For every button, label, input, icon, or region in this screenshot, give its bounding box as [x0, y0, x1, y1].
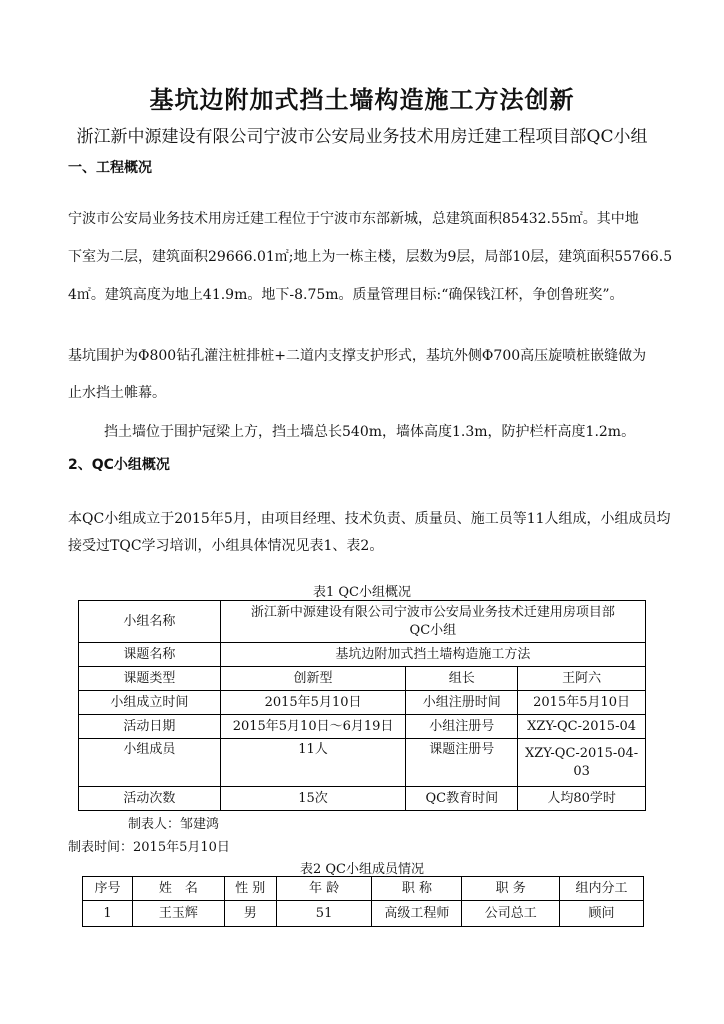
section-heading-qc-overview: 2、QC小组概况	[68, 457, 170, 473]
table-value-cell	[518, 739, 646, 787]
table-maker: 制表人：邹建鸿	[128, 817, 220, 832]
table-label-cell: 小组成立时间	[79, 691, 221, 715]
table-value-cell: 王阿六	[518, 667, 646, 691]
table2-caption: 表2 QC小组成员情况	[299, 862, 424, 877]
paragraph-line: 4㎡。建筑高度为地上41.9m。地下-8.75m。质量管理目标:“确保钱江杯，争创鲁班奖”。	[68, 287, 624, 303]
table-value-cell: XZY-QC-2015-04	[518, 715, 646, 739]
document-subtitle: 浙江新中源建设有限公司宁波市公安局业务技术用房迁建工程项目部QC小组	[76, 127, 648, 147]
table-label-cell: 组长	[406, 667, 518, 691]
table-value-cell: 基坑边附加式挡土墙构造施工方法	[220, 643, 645, 667]
table-label-cell: 小组注册时间	[406, 691, 518, 715]
table-cell: 公司总工	[462, 901, 560, 927]
table-value-cell: 2015年5月10日	[518, 691, 646, 715]
qc-member-table	[82, 876, 644, 927]
table-cell: 高级工程师	[372, 901, 462, 927]
paragraph-line: 宁波市公安局业务技术用房迁建工程位于宁波市东部新城，总建筑面积85432.55㎡。其中地	[68, 211, 639, 227]
table-value-cell: 2015年5月10日	[220, 691, 406, 715]
table-value-cell	[220, 601, 645, 643]
paragraph-line: 挡土墙位于围护冠梁上方，挡土墙总长540m，墙体高度1.3m，防护栏杆高度1.2m。	[104, 424, 636, 440]
table-value-cell: 创新型	[220, 667, 406, 691]
table-cell: 王玉辉	[132, 901, 224, 927]
topic-reg-line: 03	[573, 763, 590, 779]
paragraph-line: 止水挡土帷幕。	[68, 385, 166, 401]
table-cell: 1	[83, 901, 133, 927]
table-label-cell: QC教育时间	[406, 787, 518, 811]
table-value-cell: 人均80学时	[518, 787, 646, 811]
table-header-cell: 职 务	[462, 877, 560, 901]
paragraph-line: 基坑围护为Φ800钻孔灌注桩排桩+二道内支撑支护形式，基坑外侧Φ700高压旋喷桩嵌缝做为	[68, 348, 647, 364]
qc-group-overview-table	[78, 600, 646, 811]
table-header-cell: 职 称	[372, 877, 462, 901]
table-label-cell: 活动日期	[79, 715, 221, 739]
group-name-line: QC小组	[409, 622, 457, 638]
paragraph-line: 本QC小组成立于2015年5月，由项目经理、技术负责、质量员、施工员等11人组成，小组成员均	[68, 511, 671, 527]
paragraph-line: 接受过TQC学习培训，小组具体情况见表1、表2。	[68, 538, 384, 554]
group-name-line: 浙江新中源建设有限公司宁波市公安局业务技术迁建用房项目部	[250, 604, 615, 620]
table-header-cell: 性 别	[224, 877, 276, 901]
table-header-cell: 序号	[83, 877, 133, 901]
table1-caption: 表1 QC小组概况	[312, 585, 411, 600]
table-label-cell: 课题类型	[79, 667, 221, 691]
table-row	[83, 901, 644, 927]
table-date: 制表时间：2015年5月10日	[68, 840, 230, 855]
table-header-cell: 组内分工	[560, 877, 644, 901]
table-label-cell: 活动次数	[79, 787, 221, 811]
topic-reg-line: XZY-QC-2015-04-	[524, 745, 639, 761]
table-label-cell: 课题名称	[79, 643, 221, 667]
table-label-cell: 小组名称	[79, 601, 221, 643]
table-value-cell: 11人	[220, 739, 406, 787]
table-cell: 51	[276, 901, 372, 927]
table-header-cell: 年 龄	[276, 877, 372, 901]
table-header-cell: 姓 名	[132, 877, 224, 901]
table-value-cell: 15次	[220, 787, 406, 811]
table-cell: 男	[224, 901, 276, 927]
section-heading-project-overview: 一、工程概况	[68, 160, 152, 176]
table-label-cell: 课题注册号	[406, 739, 518, 787]
table-value-cell: 2015年5月10日～6月19日	[220, 715, 406, 739]
table-label-cell: 小组注册号	[406, 715, 518, 739]
document-title: 基坑边附加式挡土墙构造施工方法创新	[149, 86, 575, 114]
table-cell: 顾问	[560, 901, 644, 927]
paragraph-line: 下室为二层，建筑面积29666.01㎡;地上为一栋主楼，层数为9层，局部10层，建筑面积55766.5	[68, 249, 673, 265]
table-label-cell: 小组成员	[79, 739, 221, 787]
